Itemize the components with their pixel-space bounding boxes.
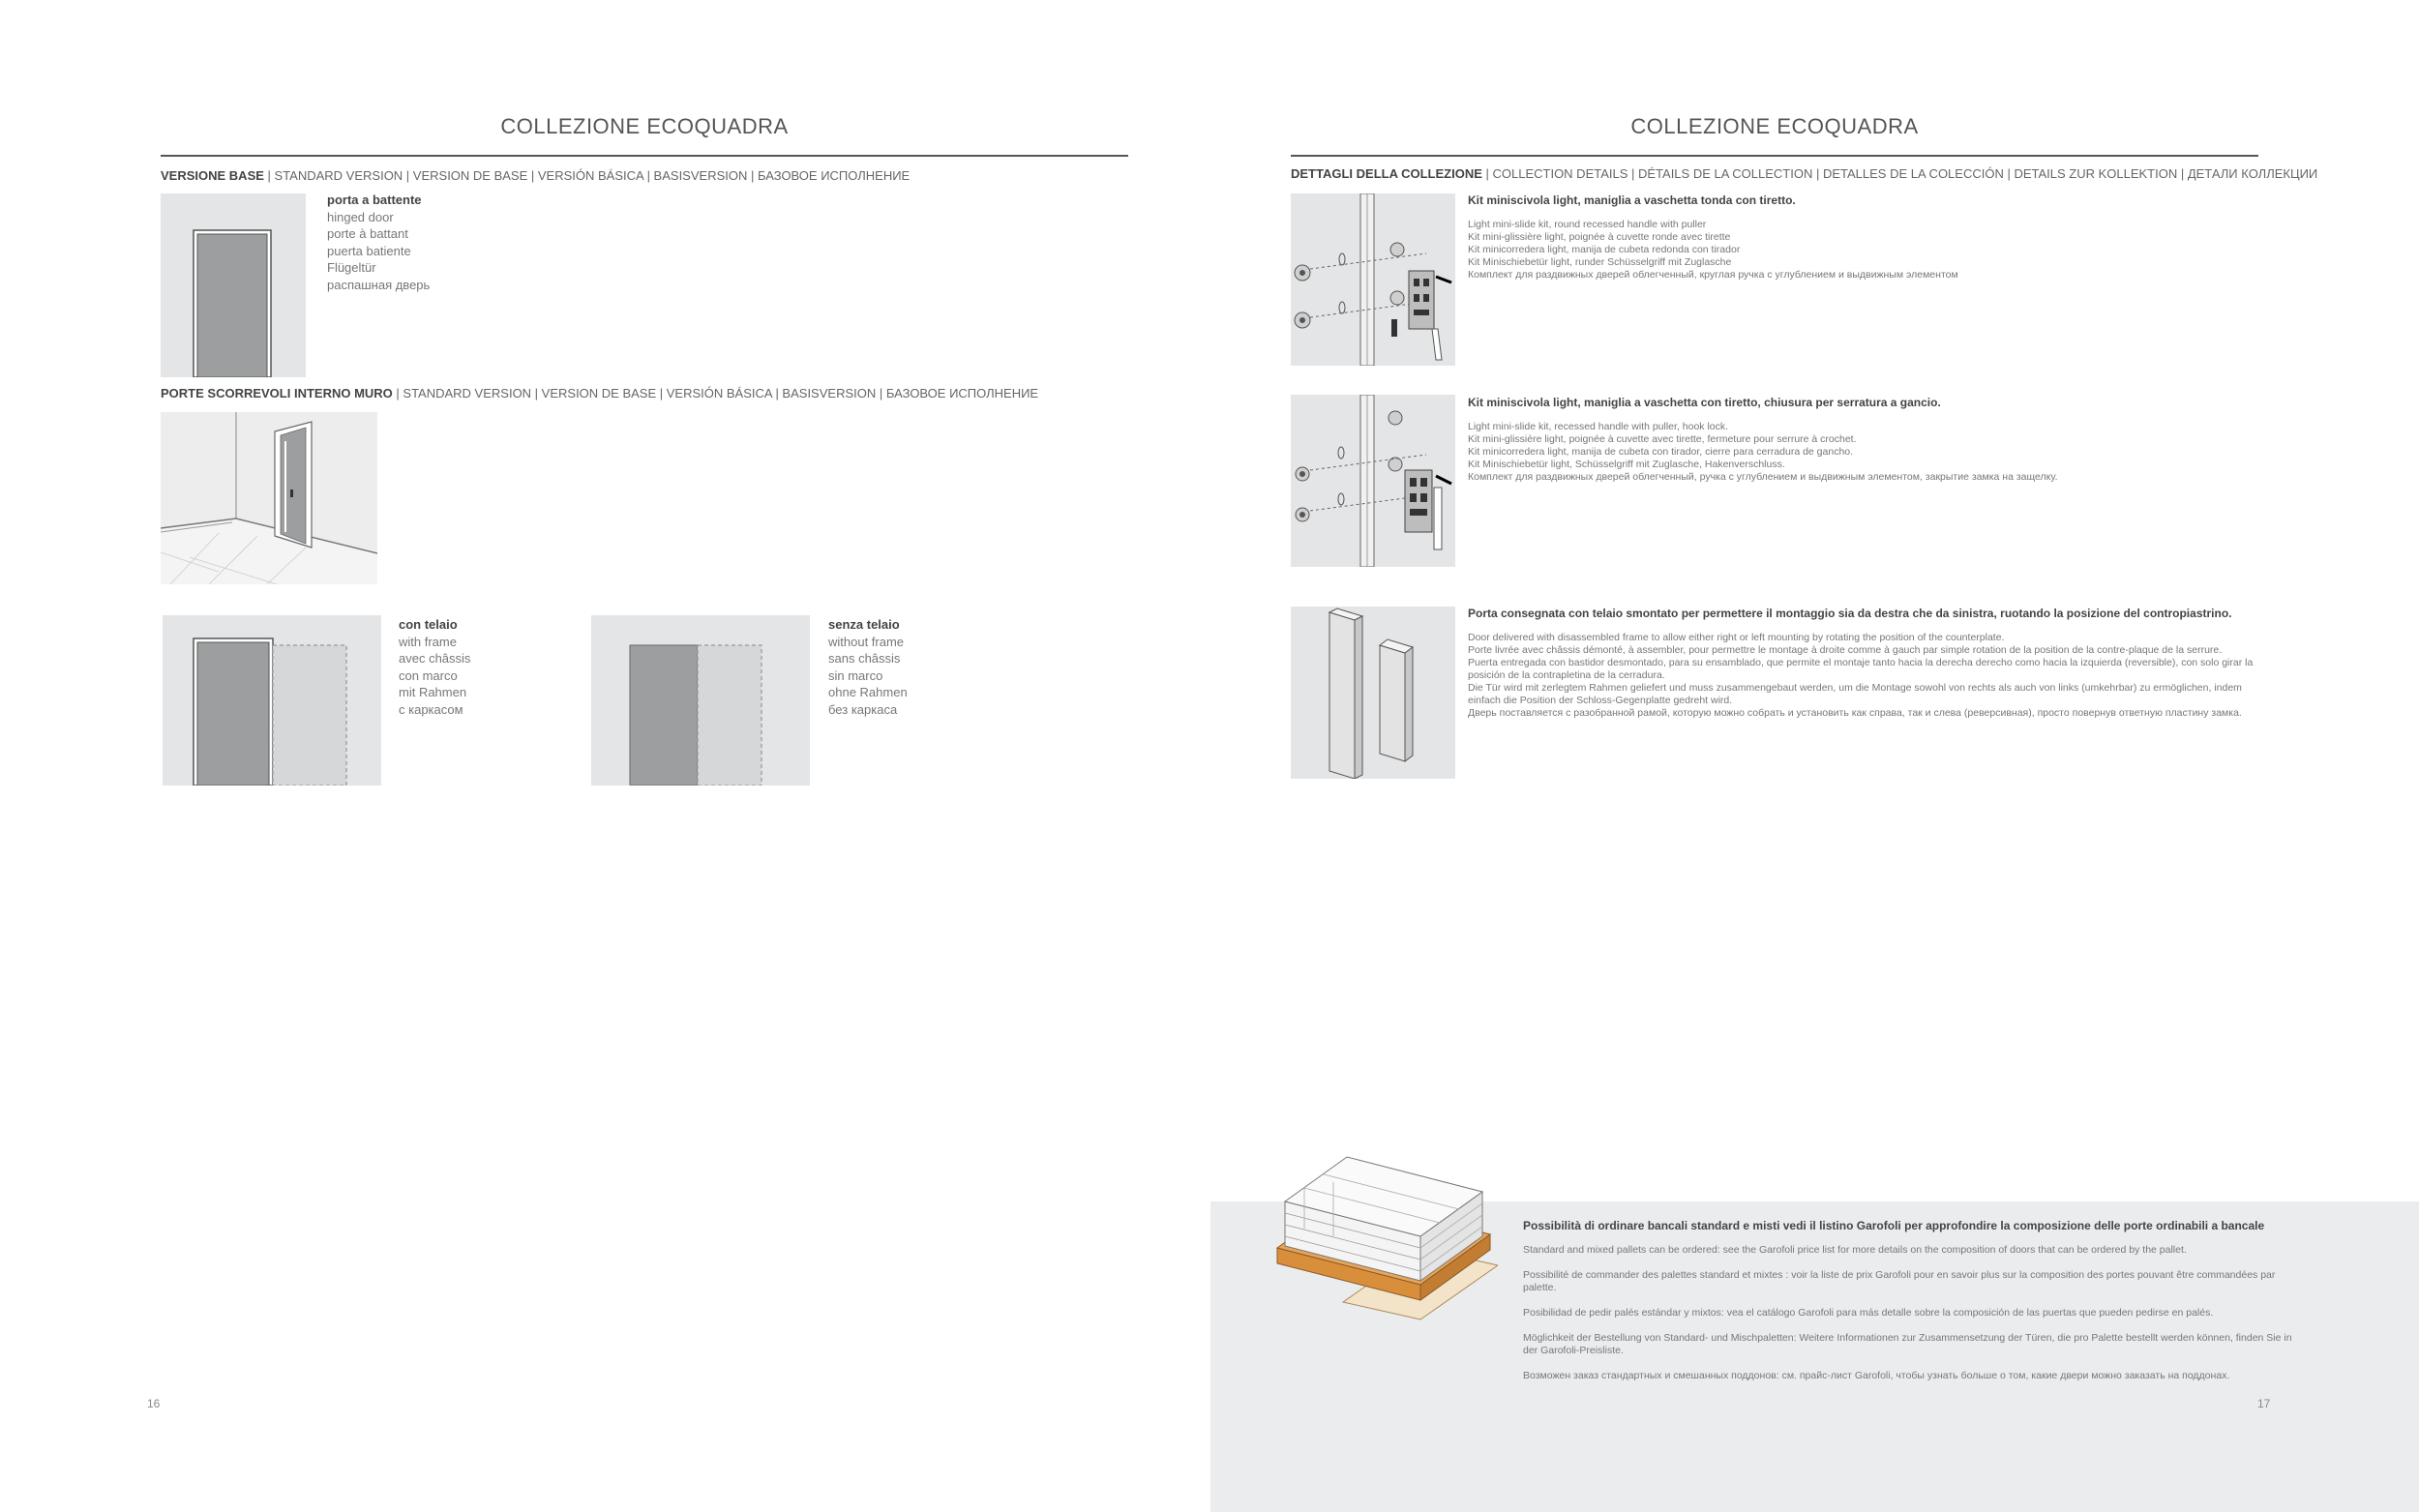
details-heading: [1291, 166, 2317, 181]
hinged-door-label-en: hinged door: [327, 209, 394, 224]
hinged-door-label-ru: распашная дверь: [327, 277, 431, 292]
detail-2-line-en: Light mini-slide kit, recessed handle with puller, hook lock.: [1468, 421, 1729, 432]
pallet-line-ru: Возможен заказ стандартных и смешанных поддонов: см. прайс-лист Garofoli, чтобы узнать больше о том, какие двери можно заказать на поддонах.: [1523, 1370, 2230, 1381]
base-version-heading-rest: | STANDARD VERSION | VERSION DE BASE | VERSIÓN BÁSICA | BASISVERSION | БАЗОВОЕ ИСПОЛНЕНИЕ: [263, 168, 911, 183]
sliding-room-illustration: [161, 412, 377, 584]
pallet-line-es: Posibilidad de pedir palés estándar y mixtos: vea el catálogo Garofoli para más detalle sobre la composición de las puertas que pueden pedirse en palés.: [1523, 1307, 2214, 1319]
left-title-rule: [161, 155, 1128, 157]
detail-1-line-fr: Kit mini-glissière light, poignée à cuvette ronde avec tirette: [1468, 231, 1731, 243]
detail-3-line-es: Puerta entregada con bastidor desmontado, para su ensamblado, que permite el montaje tanto hacia la derecha derecho como hacia la izquierda (reversible), con solo girar la posición de la contrapletina de la cerradura.: [1468, 657, 2254, 681]
detail-3-line-en: Door delivered with disassembled frame to allow either right or left mounting by rotating the position of the counterplate.: [1468, 632, 2005, 643]
detail-3-line-de: Die Tür wird mit zerlegtem Rahmen geliefert und muss zusammengebaut werden, um die Montage sowohl von rechts als auch von links (umkehrbar) zu ermöglichen, indem einfach die Position der Schloss-Gegenplatte gedreht wird.: [1468, 682, 2242, 706]
left-page-number: 16: [147, 1397, 161, 1410]
detail-3-line-fr: Porte livrée avec châssis démonté, à assembler, pour permettre le montage à droite comme à gauch par simple rotation de la position de la contre-plaque de la serrure.: [1468, 644, 2223, 656]
detail-1-image: [1291, 193, 1455, 366]
sliding-heading-rest: | STANDARD VERSION | VERSION DE BASE | VERSIÓN BÁSICA | BASISVERSION | БАЗОВОЕ ИСПОЛНЕНИЕ: [392, 386, 1039, 400]
details-heading-bold: DETTAGLI DELLA COLLEZIONE: [1291, 166, 1482, 181]
sliding-heading-bold: PORTE SCORREVOLI INTERNO MURO: [161, 386, 393, 400]
without-frame-label-es: sin marco: [828, 667, 883, 683]
with-frame-label-fr: avec châssis: [399, 651, 471, 666]
with-frame-label-en: with frame: [399, 634, 457, 649]
detail-1-line-es: Kit minicorredera light, manija de cubeta redonda con tirador: [1468, 244, 1741, 255]
detail-3-line-ru: Дверь поставляется с разобранной рамой, которую можно собрать и установить как справа, так и слева (реверсивная), просто повернув ответную пластину замка.: [1468, 707, 2242, 719]
detail-3-image: [1291, 607, 1455, 779]
detail-1-line-ru: Комплект для раздвижных дверей облегченный, круглая ручка с углублением и выдвижным элементом: [1468, 269, 1958, 281]
detail-1-lines: [1468, 219, 2223, 282]
detail-2-line-de: Kit Minischiebetür light, Schüsselgriff mit Zuglasche, Hakenverschluss.: [1468, 459, 1785, 470]
hinged-door-illustration: [161, 193, 306, 377]
hinged-door-label-de: Flügeltür: [327, 260, 376, 275]
with-frame-illustration: [163, 615, 381, 786]
detail-2-line-ru: Комплект для раздвижных дверей облегченный, ручка с углублением и выдвижным элементом, закрытие замка на защелку.: [1468, 471, 2058, 483]
without-frame-labels: [828, 616, 908, 718]
right-page-number: 17: [2257, 1397, 2271, 1410]
pallet-line-de: Möglichkeit der Bestellung von Standard- und Mischpaletten: Weitere Informationen zur Zusammensetzung der Türen, die pro Palette bestellt werden können, finden Sie in der Garofoli-Preisliste.: [1523, 1332, 2292, 1356]
detail-3-illustration: [1291, 607, 1455, 779]
with-frame-label-de: mit Rahmen: [399, 685, 467, 699]
hinged-door-label-it: porta a battente: [327, 193, 422, 207]
detail-2-illustration: [1291, 395, 1455, 567]
with-frame-image: [163, 615, 381, 786]
pallet-illustration: [1275, 1120, 1498, 1323]
with-frame-label-es: con marco: [399, 667, 458, 683]
right-page-title: COLLEZIONE ECOQUADRA: [1630, 114, 1919, 138]
hinged-door-label-fr: porte à battant: [327, 226, 408, 241]
left-page-title: COLLEZIONE ECOQUADRA: [500, 114, 789, 138]
without-frame-label-ru: без каркаса: [828, 701, 898, 717]
with-frame-labels: [399, 616, 470, 718]
without-frame-image: [591, 615, 810, 786]
detail-3-text: [1468, 607, 2261, 720]
without-frame-label-it: senza telaio: [828, 617, 900, 632]
pallet-line-en: Standard and mixed pallets can be ordered: see the Garofoli price list for more details on the composition of doors that can be ordered by the pallet.: [1523, 1244, 2187, 1256]
detail-3-title: Porta consegnata con telaio smontato per permettere il montaggio sia da destra che da sinistra, ruotando la posizione del contropiastrino.: [1468, 607, 2232, 620]
detail-2-text: [1468, 396, 2223, 484]
detail-1-illustration: [1291, 193, 1455, 366]
detail-3-lines: [1468, 632, 2261, 720]
detail-2-image: [1291, 395, 1455, 567]
hinged-door-image: [161, 193, 306, 377]
hinged-door-label-es: puerta batiente: [327, 243, 411, 258]
with-frame-label-it: con telaio: [399, 617, 458, 632]
sliding-heading: [161, 386, 1038, 400]
pallet-text: [1523, 1219, 2297, 1395]
without-frame-label-fr: sans châssis: [828, 651, 901, 666]
right-title-rule: [1291, 155, 2258, 157]
detail-2-line-fr: Kit mini-glissière light, poignée à cuvette avec tirette, fermeture pour serrure à crochet.: [1468, 433, 1857, 445]
sliding-room-image: [161, 412, 377, 584]
detail-2-line-es: Kit minicorredera light, manija de cubeta con tirador, cierre para cerradura de gancho.: [1468, 446, 1854, 458]
pallet-title: Possibilità di ordinare bancali standard e misti vedi il listino Garofoli per approfondire la composizione delle porte ordinabili a bancale: [1523, 1219, 2265, 1232]
pallet-line-fr: Possibilité de commander des palettes standard et mixtes : voir la liste de prix Garofoli pour en savoir plus sur la composition des portes pouvant être commandées par palette.: [1523, 1269, 2276, 1293]
without-frame-illustration: [591, 615, 810, 786]
detail-1-title: Kit miniscivola light, maniglia a vaschetta tonda con tiretto.: [1468, 193, 1796, 207]
detail-1-line-en: Light mini-slide kit, round recessed handle with puller: [1468, 219, 1707, 230]
detail-2-lines: [1468, 421, 2223, 484]
detail-1-text: [1468, 193, 2223, 282]
base-version-heading: [161, 168, 910, 183]
with-frame-label-ru: с каркасом: [399, 701, 463, 717]
details-heading-rest: | COLLECTION DETAILS | DÉTAILS DE LA COLLECTION | DETALLES DE LA COLECCIÓN | DETAILS ZUR KOLLEKTION | ДЕТАЛИ КОЛЛЕКЦИИ: [1481, 166, 2318, 181]
base-version-heading-bold: VERSIONE BASE: [161, 168, 264, 183]
detail-1-line-de: Kit Minischiebetür light, runder Schüsselgriff mit Zuglasche: [1468, 256, 1732, 268]
pallet-image: [1275, 1120, 1498, 1323]
pallet-lines: [1523, 1244, 2297, 1382]
without-frame-label-en: without frame: [828, 634, 905, 649]
without-frame-label-de: ohne Rahmen: [828, 685, 908, 699]
hinged-door-labels: [327, 192, 430, 293]
detail-2-title: Kit miniscivola light, maniglia a vaschetta con tiretto, chiusura per serratura a gancio.: [1468, 396, 1941, 409]
